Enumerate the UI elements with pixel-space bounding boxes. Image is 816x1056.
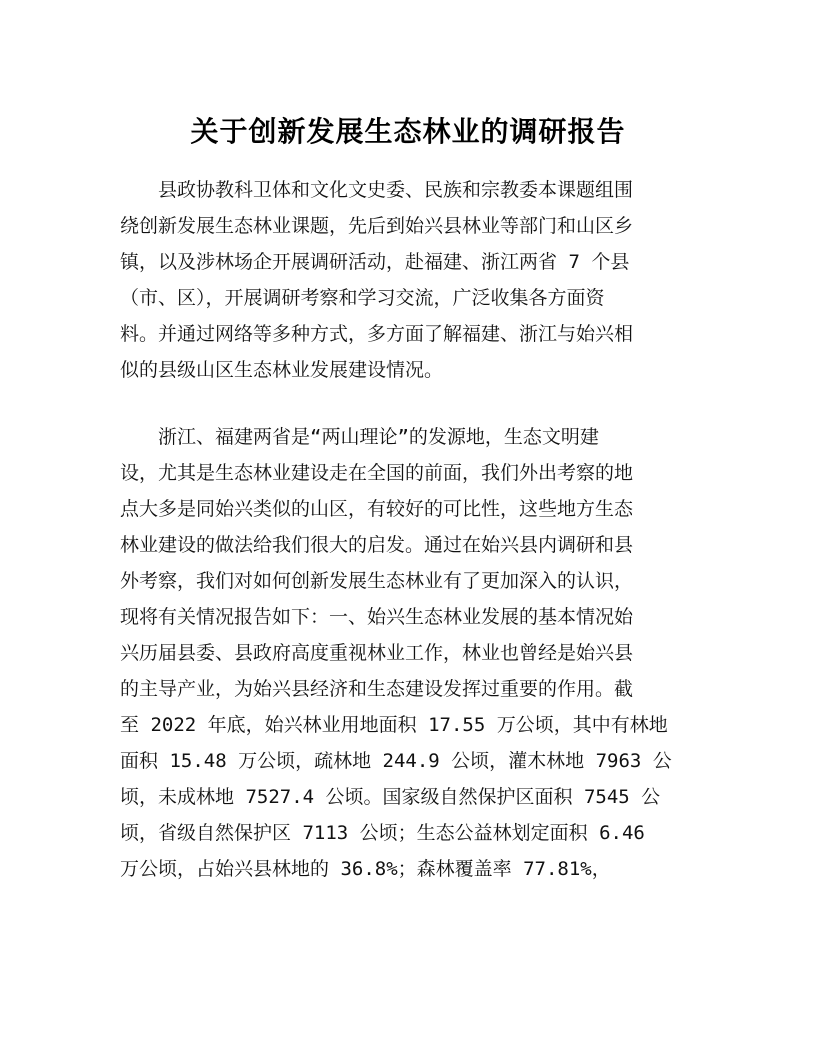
- paragraph-line: 顷，未成林地 7527.4 公顷。国家级自然保护区面积 7545 公: [120, 786, 661, 808]
- paragraph-line: 设，尤其是生态林业建设走在全国的前面，我们外出考察的地: [120, 462, 634, 484]
- paragraph-line: 浙江、福建两省是“两山理论”的发源地，生态文明建: [120, 426, 599, 448]
- paragraph-line: （市、区），开展调研考察和学习交流，广泛收集各方面资: [120, 287, 605, 309]
- paragraph-line: 面积 15.48 万公顷，疏林地 244.9 公顷，灌木林地 7963 公: [120, 750, 672, 772]
- paragraph-2: [120, 419, 696, 887]
- paragraph-line: 镇，以及涉林场企开展调研活动，赴福建、浙江两省 7 个县: [120, 251, 630, 273]
- document-title: 关于创新发展生态林业的调研报告: [190, 115, 626, 148]
- paragraph-line: 顷，省级自然保护区 7113 公顷；生态公益林划定面积 6.46: [120, 822, 645, 844]
- paragraph-1: [120, 172, 696, 388]
- paragraph-line: 现将有关情况报告如下：一、始兴生态林业发展的基本情况始: [120, 606, 634, 628]
- paragraph-line: 至 2022 年底，始兴林业用地面积 17.55 万公顷，其中有林地: [120, 714, 668, 736]
- paragraph-line: 的主导产业，为始兴县经济和生态建设发挥过重要的作用。截: [120, 678, 634, 700]
- paragraph-line: 点大多是同始兴类似的山区，有较好的可比性，这些地方生态: [120, 498, 634, 520]
- paragraph-line: 县政协教科卫体和文化文史委、民族和宗教委本课题组围: [120, 179, 634, 201]
- paragraph-line: 万公顷，占始兴县林地的 36.8%；森林覆盖率 77.81%，: [120, 858, 611, 880]
- paragraph-line: 林业建设的做法给我们很大的启发。通过在始兴县内调研和县: [120, 534, 634, 556]
- paragraph-line: 兴历届县委、县政府高度重视林业工作，林业也曾经是始兴县: [120, 642, 634, 664]
- paragraph-line: 料。并通过网络等多种方式，多方面了解福建、浙江与始兴相: [120, 323, 634, 345]
- paragraph-line: 外考察，我们对如何创新发展生态林业有了更加深入的认识，: [120, 570, 634, 592]
- paragraph-line: 绕创新发展生态林业课题，先后到始兴县林业等部门和山区乡: [120, 215, 634, 237]
- paragraph-line: 似的县级山区生态林业发展建设情况。: [120, 359, 444, 381]
